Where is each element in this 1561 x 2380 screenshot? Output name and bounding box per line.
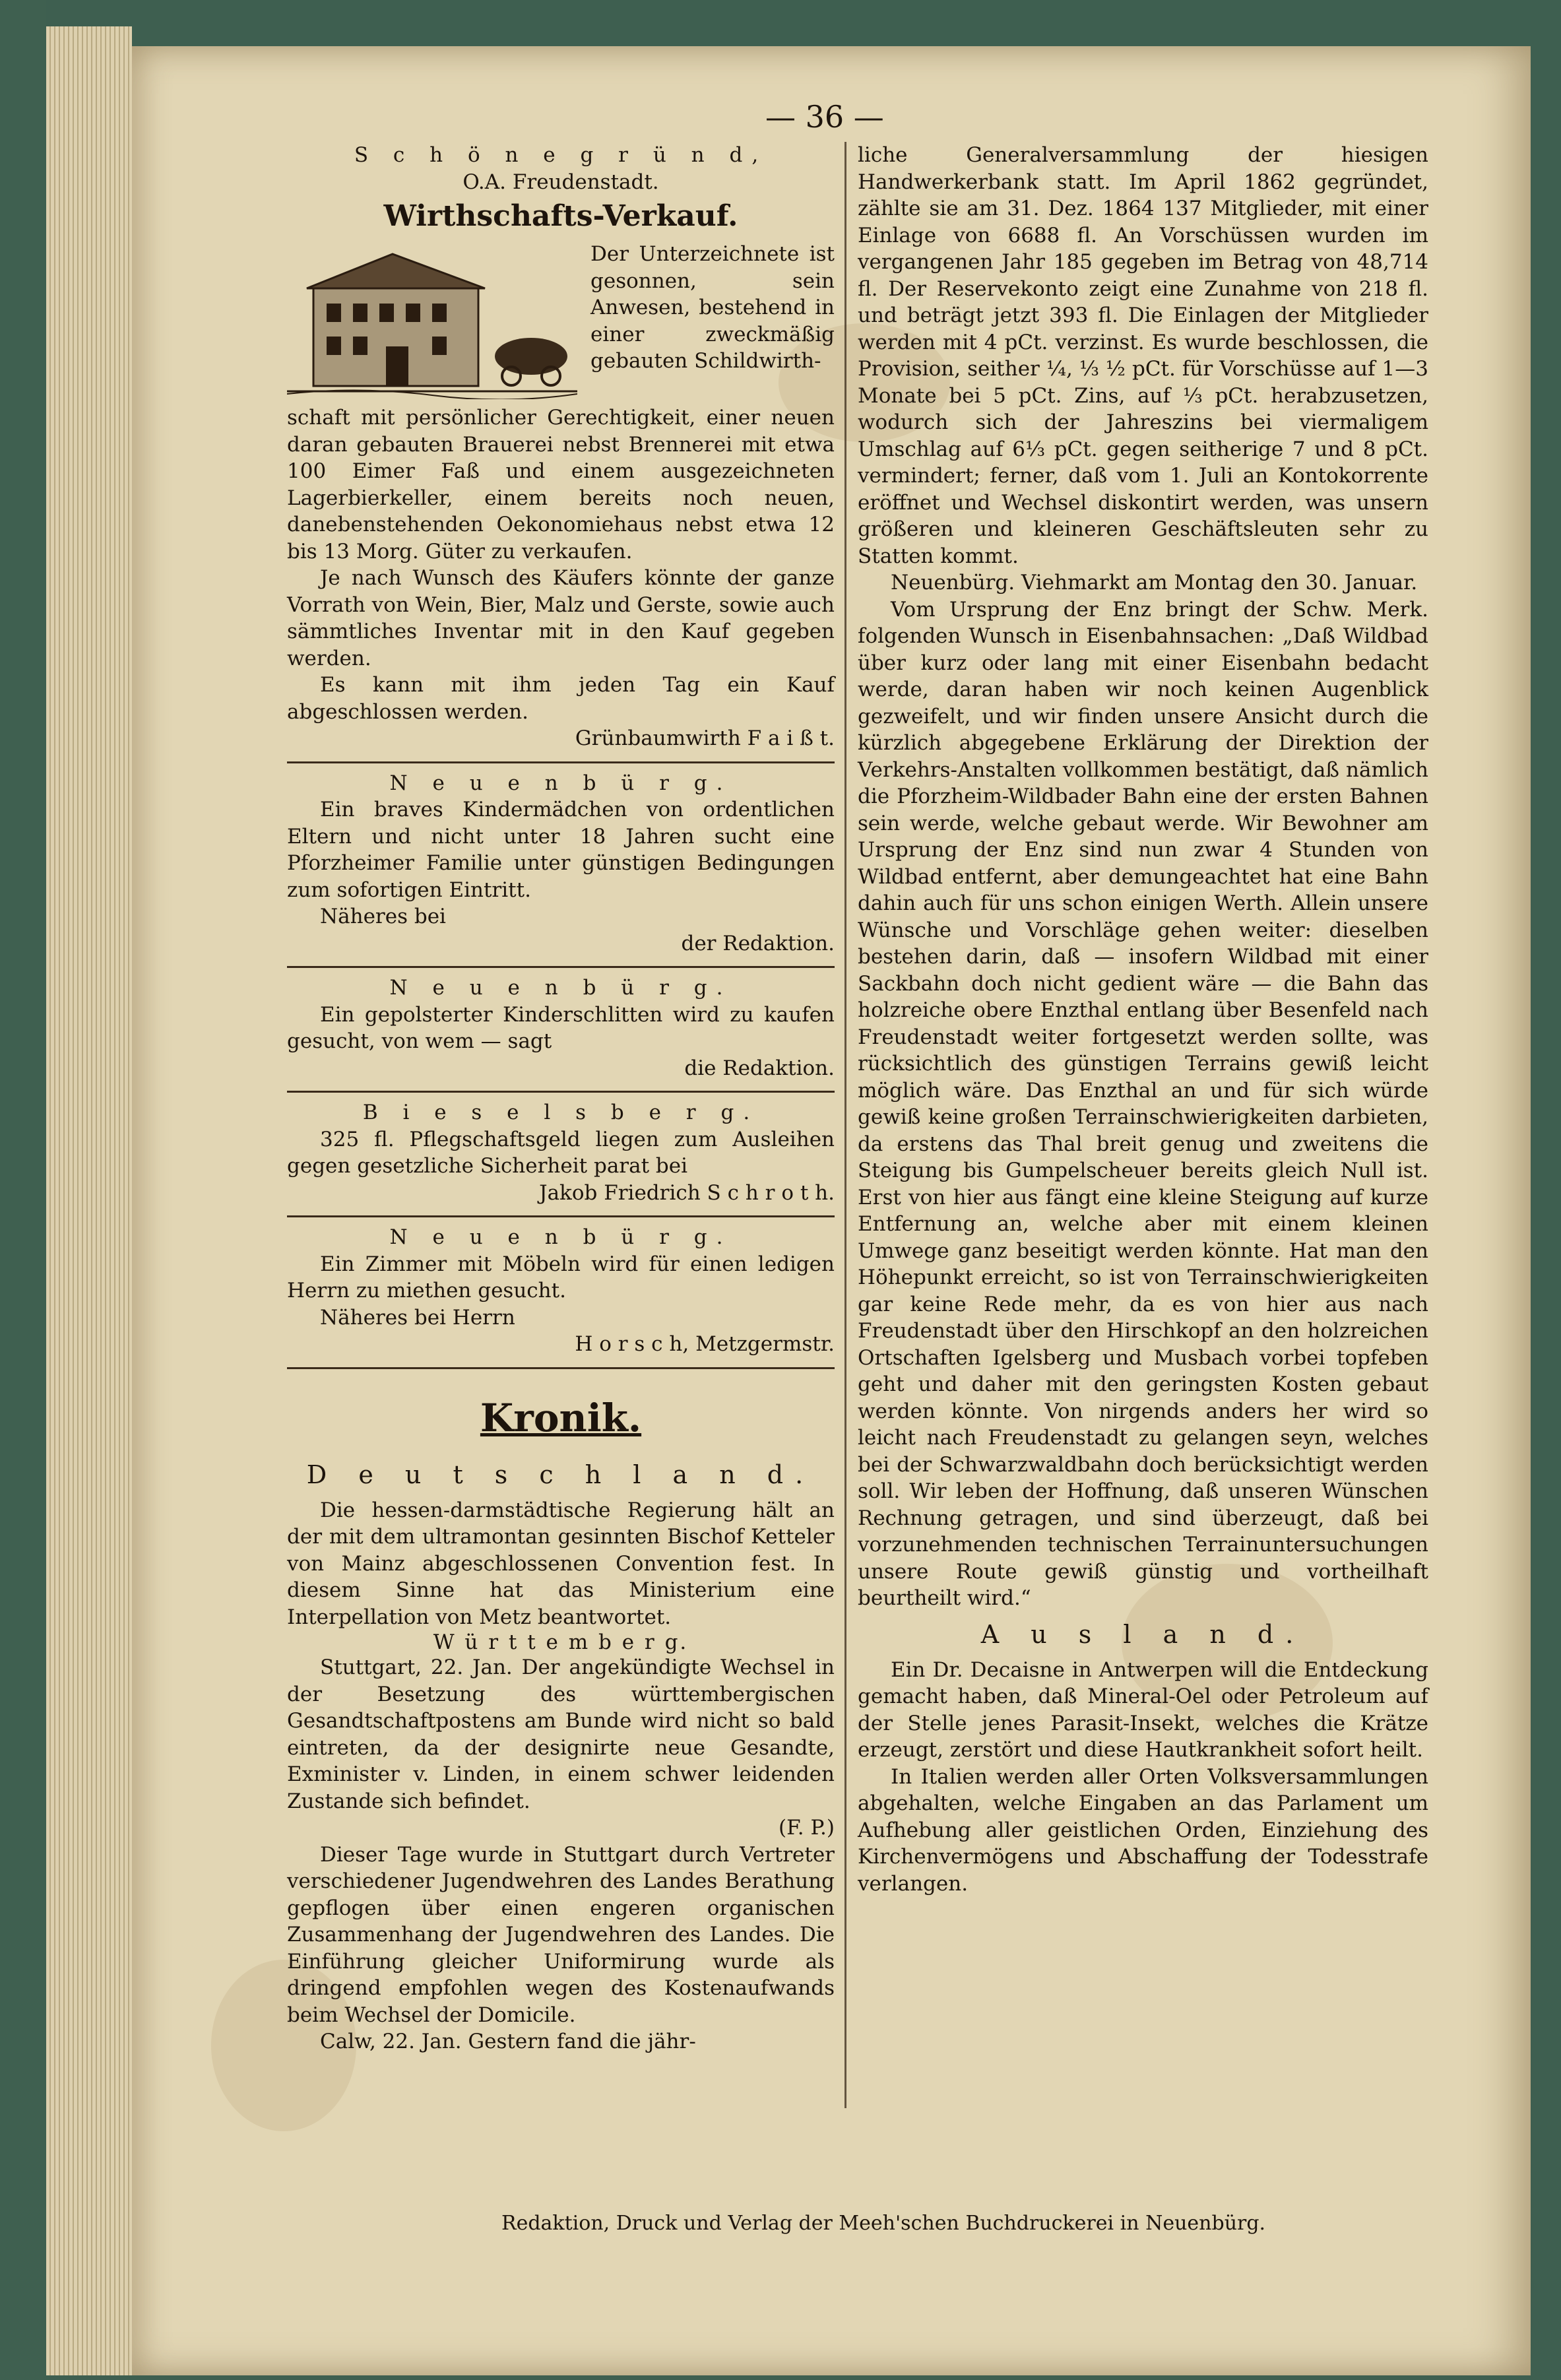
- ad-signature: Jakob Friedrich S c h r o t h.: [539, 1180, 835, 1205]
- ad-text: Ein Zimmer mit Möbeln wird für einen ledigen Herrn zu miethen gesucht.: [287, 1252, 835, 1303]
- ad-text-beside-image: Der Unterzeichnete ist gesonnen, sein Anwesen, bestehend in einer zweckmäßig gebauten Schildwirth-: [590, 242, 835, 373]
- ad-kindermaedchen: [287, 770, 835, 957]
- ausland-heading: A u s l a n d.: [980, 1619, 1306, 1649]
- ad-text-3: Es kann mit ihm jeden Tag ein Kauf abgeschlossen werden.: [287, 673, 835, 724]
- ad-image-block: [287, 241, 835, 404]
- ad-signature: Grünbaumwirth F a i ß t.: [575, 726, 835, 750]
- article-calw: Calw, 22. Jan. Gestern fand die jähr-: [320, 2030, 696, 2053]
- ad-text: schaft mit persönlicher Gerechtigkeit, einer neuen daran gebauten Brauerei nebst Brennerei mit etwa 100 Eimer Faß und einem ausgezeichneten Lagerbierkeller, einem bereits noch neuen, danebenstehenden Oekonomiehaus nebst etwa 12 bis 13 Morg. Güter zu verkaufen.: [287, 406, 835, 563]
- ad-text: 325 fl. Pflegschaftsgeld liegen zum Ausleihen gegen gesetzliche Sicherheit parat bei: [287, 1127, 835, 1178]
- section-rule: [287, 1367, 835, 1369]
- book-edge: [0, 0, 46, 2380]
- article-jugendwehren: Dieser Tage wurde in Stuttgart durch Vertreter verschiedener Jugendwehren des Landes Berathung gepflogen über einen engeren organischen Zusammenhang der Jugendwehren des Landes. Die Einführung gleicher Uniformirung wurde als dringend empfohlen wegen des Kostenaufwands beim Wechsel der Domicile.: [287, 1842, 835, 2027]
- section-rule: [287, 1091, 835, 1093]
- section-rule: [287, 1215, 835, 1217]
- article-eisenbahn: Vom Ursprung der Enz bringt der Schw. Merk. folgenden Wunsch in Eisenbahnsachen: „Daß Wildbad über kurz oder lang mit einer Eisenbahn bedacht werde, daran haben wir noch keinen Augenblick gezweifelt, und wir finden unsere Ansicht durch die kürzlich abgegebene Erklärung der Direktion der Verkehrs-Anstalten vollkommen bestätigt, daß nämlich die Pforzheim-Wildbader Bahn eine der ersten Bahnen sein werde, welche gebaut werde. Wir Bewohner am Ursprung der Enz sind nun zwar 4 Stunden von Wildbad entfernt, aber demungeachtet hat eine Bahn dahin auch für uns schon einigen Werth. Allein unsere Wünsche und Vorschläge gehen weiter: dieselben bestehen darin, daß — insofern Wildbad mit einer Sackbahn doch nicht gedient wäre — die Bahn das holzreiche obere Enzthal entlang über Besenfeld nach Freudenstadt weiter fortgesetzt werden sollte, was rücksichtlich des günstigen Terrains gewiß leicht möglich wäre. Das Enzthal an und für sich würde gewiß keine großen Terrainschwierigkeiten darbieten, da erstens das Thal breit genug und zweitens die Steigung bis Gumpelscheuer bereits gleich Null ist. Erst von hier aus fängt eine kleine Steigung auf kurze Entfernung an, welche aber mit einem kleinen Umwege ganz beseitigt werden könnte. Hat man den Höhepunkt erreicht, so ist von Terrainschwierigkeiten gar keine Rede mehr, da es von hier aus nach Freudenstadt über den Hirschkopf an den holzreichen Ortschaften Igelsberg und Musbach vorbei topfeben geht und daher mit den geringsten Kosten gebaut werden könnte. Von nirgends anders her wird so leicht nach Freudenstadt zu gelangen seyn, welches bei der Schwarzwaldbahn doch berücksichtigt werden soll. Wir leben der Hoffnung, daß unseren Wünschen Rechnung getragen, und sind überzeugt, daß bei vorzunehmenden technischen Terrainuntersuchungen unsere Route gewiß günstig und vortheilhaft beurtheilt wird.“: [858, 597, 1428, 1610]
- column-divider: [844, 142, 846, 2108]
- inn-illustration: [287, 241, 577, 399]
- imprint-footer: Redaktion, Druck und Verlag der Meeh'schen Buchdruckerei in Neuenbürg.: [501, 2212, 1266, 2235]
- page-stack-edge: [46, 26, 132, 2375]
- ad-signature: die Redaktion.: [684, 1056, 835, 1080]
- section-rule: [287, 761, 835, 763]
- section-rule: [287, 966, 835, 968]
- ad-place: B i e s e l s b e r g.: [362, 1101, 759, 1124]
- ad-place: N e u e n b ü r g.: [389, 976, 732, 1000]
- left-column: [287, 142, 835, 2055]
- deutschland-heading: D e u t s c h l a n d.: [306, 1460, 815, 1489]
- ad-district: O.A. Freudenstadt.: [462, 170, 659, 194]
- article-hessen: Die hessen-darmstädtische Regierung hält an der mit dem ultramontan gesinnten Bischof Ketteler von Mainz abgeschlossenen Convention fest. In diesem Sinne hat das Ministerium eine Interpellation von Metz beantwortet.: [287, 1498, 835, 1629]
- article-viehmarkt: Neuenbürg. Viehmarkt am Montag den 30. Januar.: [891, 571, 1418, 595]
- wuerttemberg-heading: W ü r t t e m b e r g.: [433, 1630, 689, 1654]
- ad-more: Näheres bei: [320, 905, 446, 928]
- page-number: — 36 —: [765, 99, 884, 135]
- ad-text: Ein braves Kindermädchen von ordentlichen Eltern und nicht unter 18 Jahren sucht eine Pforzheimer Familie unter günstigen Bedingungen zum sofortigen Eintritt.: [287, 798, 835, 902]
- ad-place: N e u e n b ü r g.: [389, 1225, 732, 1249]
- kronik-heading: Kronik.: [480, 1395, 642, 1440]
- right-column: [858, 142, 1428, 1897]
- article-handwerkerbank: liche Generalversammlung der hiesigen Handwerkerbank statt. Im April 1862 gegründet, zählte sie am 31. Dez. 1864 137 Mitglieder, mit einer Einlage von 6688 fl. An Vorschüssen wurden im vergangenen Jahr 185 gegeben im Betrag von 48,714 fl. Der Reservekonto zeigt eine Zunahme von 218 fl. und beträgt jetzt 393 fl. Die Einlagen der Mitglieder werden mit 4 pCt. verzinst. Es wurde beschlossen, die Provision, seither ¼, ⅓ ½ pCt. für Vorschüsse auf 1—3 Monate bei 5 pCt. Zins, auf ⅓ pCt. herabzusetzen, wodurch sich der Jahreszins bei viermaligem Umschlag auf 6⅓ pCt. gegen seitherige 7 und 8 pCt. vermindert; ferner, daß vom 1. Juli an Kontokorrente eröffnet und Wechsel diskontirt werden, was unsern größeren und kleineren Geschäftsleuten sehr zu Statten kommt.: [858, 143, 1428, 568]
- ad-kinderschlitten: [287, 975, 835, 1081]
- ad-place: S c h ö n e g r ü n d,: [354, 143, 768, 167]
- article-source: (F. P.): [778, 1816, 835, 1840]
- ad-schoenegruend: [287, 142, 835, 752]
- ad-zimmer: [287, 1224, 835, 1358]
- ad-signature: der Redaktion.: [681, 931, 835, 955]
- article-italien: In Italien werden aller Orten Volksversammlungen abgehalten, welche Eingaben an das Parlament um Aufhebung aller geistlichen Orden, Einziehung des Kirchenvermögens und Abschaffung der Todesstrafe verlangen.: [858, 1764, 1428, 1896]
- article-stuttgart: Stuttgart, 22. Jan. Der angekündigte Wechsel in der Besetzung des württembergischen Gesandtschaftpostens am Bunde wird nicht so bald eintreten, da der designirte neue Gesandte, Exminister v. Linden, in einem schwer leidenden Zustande sich befindet.: [287, 1656, 835, 1813]
- ad-signature: H o r s c h, Metzgermstr.: [575, 1332, 835, 1356]
- ad-more: Näheres bei Herrn: [320, 1305, 515, 1330]
- ad-place: N e u e n b ü r g.: [389, 771, 732, 795]
- ad-heading: Wirthschafts-Verkauf.: [383, 199, 738, 233]
- ad-text: Ein gepolsterter Kinderschlitten wird zu kaufen gesucht, von wem — sagt: [287, 1002, 835, 1053]
- ad-text-2: Je nach Wunsch des Käufers könnte der ganze Vorrath von Wein, Bier, Malz und Gerste, sowie auch sämmtliches Inventar mit in den Kauf gegeben werden.: [287, 566, 835, 670]
- article-decaisne: Ein Dr. Decaisne in Antwerpen will die Entdeckung gemacht haben, daß Mineral-Oel oder Petroleum auf der Stelle jenes Parasit-Insekt, welches die Krätze erzeugt, zerstört und diese Hautkrankheit sofort heilt.: [858, 1657, 1428, 1762]
- ad-pflegschaftsgeld: [287, 1099, 835, 1206]
